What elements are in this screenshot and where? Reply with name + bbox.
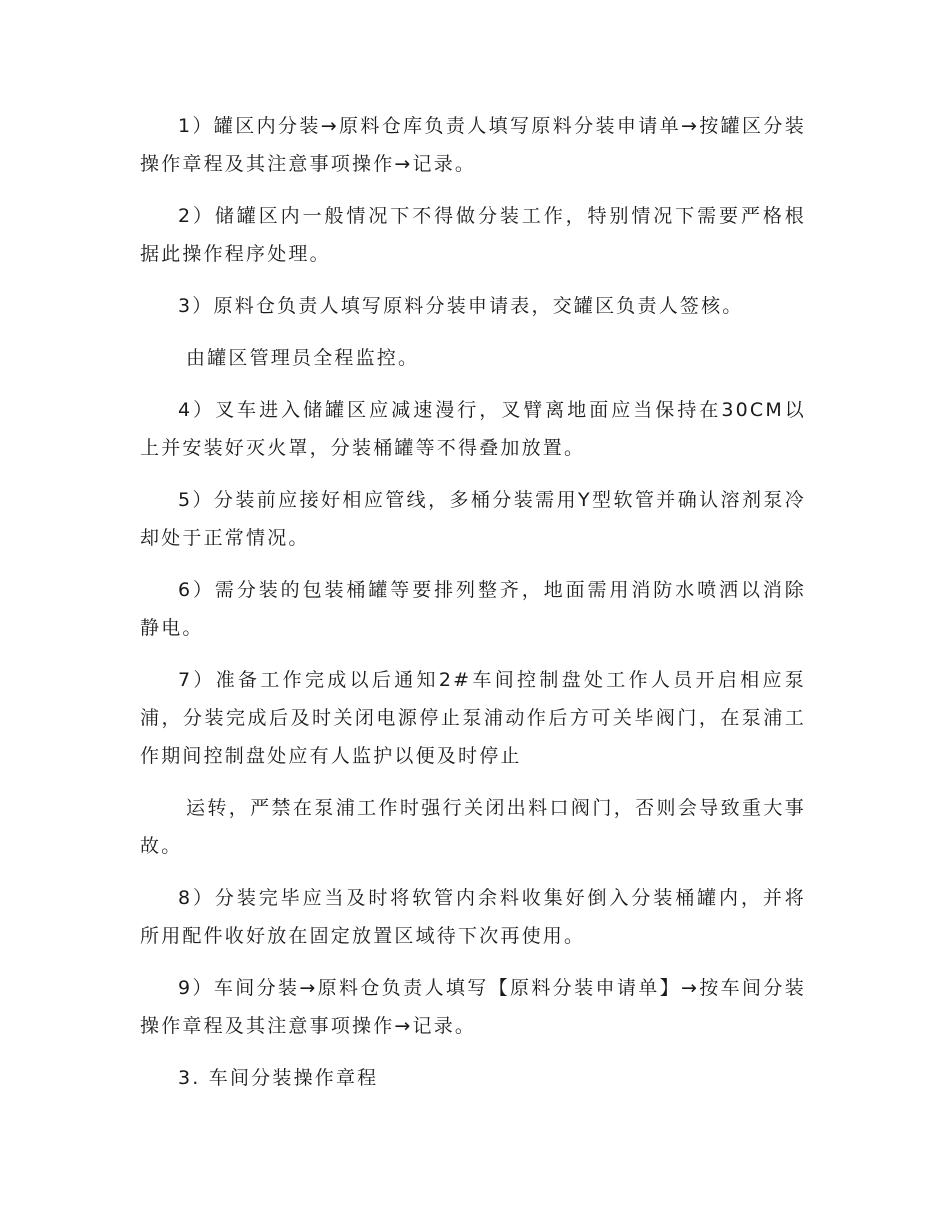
- paragraph-3-note: 由罐区管理员全程监控。: [186, 347, 420, 369]
- paragraph-7-continued: 运转，严禁在泵浦工作时强行关闭出料口阀门，否则会导致重大事故。: [140, 797, 806, 857]
- section-heading: 3. 车间分装操作章程: [178, 1067, 379, 1089]
- paragraph-9: 9）车间分装→原料仓负责人填写【原料分装申请单】→按车间分装操作章程及其注意事项操作→记录。: [140, 977, 806, 1037]
- paragraph-1: 1）罐区内分装→原料仓库负责人填写原料分装申请单→按罐区分装操作章程及其注意事项操作→记录。: [140, 115, 806, 175]
- paragraph-5: 5）分装前应接好相应管线，多桶分装需用Y型软管并确认溶剂泵冷却处于正常情况。: [140, 489, 806, 549]
- paragraph-8: 8）分装完毕应当及时将软管内余料收集好倒入分装桶罐内，并将所用配件收好放在固定放置区域待下次再使用。: [140, 887, 806, 947]
- paragraph-7: 7）准备工作完成以后通知2#车间控制盘处工作人员开启相应泵浦，分装完成后及时关闭电源停止泵浦动作后方可关毕阀门，在泵浦工作期间控制盘处应有人监护以便及时停止: [140, 669, 806, 767]
- paragraph-2: 2）储罐区内一般情况下不得做分装工作，特别情况下需要严格根据此操作程序处理。: [140, 205, 806, 265]
- paragraph-4: 4）叉车进入储罐区应减速漫行，叉臂离地面应当保持在30CM以上并安装好灭火罩，分装桶罐等不得叠加放置。: [140, 399, 806, 459]
- paragraph-6: 6）需分装的包装桶罐等要排列整齐，地面需用消防水喷洒以消除静电。: [140, 579, 806, 639]
- paragraph-3: 3）原料仓负责人填写原料分装申请表，交罐区负责人签核。: [178, 295, 744, 317]
- document-page: [140, 107, 806, 1111]
